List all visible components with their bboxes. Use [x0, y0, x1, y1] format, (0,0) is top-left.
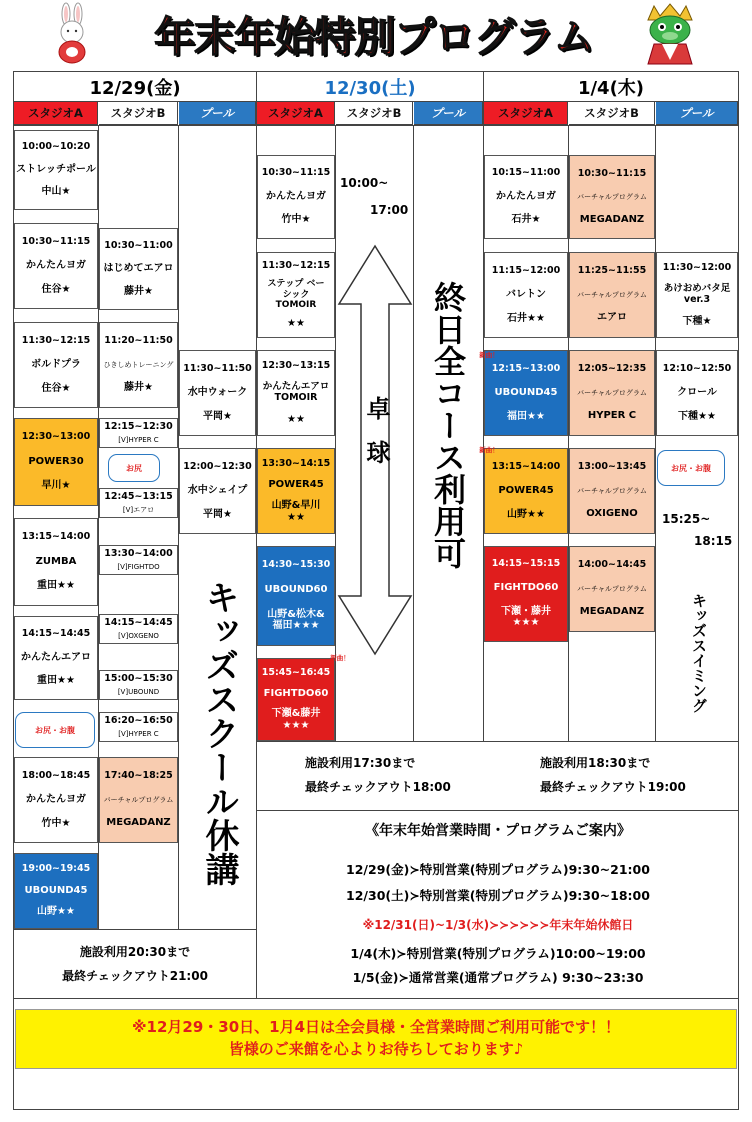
program-cell[interactable] — [99, 670, 178, 700]
program-time: 13:30~14:15 — [261, 457, 331, 469]
program-time: 17:40~18:25 — [104, 770, 173, 782]
program-instructor: 藤井★ — [124, 285, 153, 297]
hours-info-line: 12/30(土)≻特別営業(特別プログラム)9:30~18:00 — [346, 888, 650, 903]
announcement-line: ※12月29・30日、1月4日は全会員様・全営業時間ご利用可能です！！ — [131, 1018, 621, 1037]
facility-note: 施設利用20:30まで 最終チェックアウト21:00 — [62, 945, 208, 983]
program-time: 11:20~11:50 — [104, 335, 173, 347]
program-time: 12:30~13:15 — [261, 359, 331, 371]
facility-note: 施設利用17:30まで 最終チェックアウト18:00 — [305, 756, 451, 794]
program-name: [V]エアロ — [122, 505, 155, 514]
program-name: はじめてエアロ — [103, 262, 174, 274]
program-cell[interactable] — [257, 350, 335, 436]
day-header-1229: 12/29(金) — [89, 78, 181, 99]
pool-label: プール — [179, 102, 256, 125]
program-time: 13:15~14:00 — [21, 531, 91, 543]
divider — [413, 125, 414, 741]
divider — [13, 998, 739, 999]
program-instructor: 山野★★ — [507, 508, 545, 520]
program-cell[interactable] — [14, 853, 98, 929]
program-time: 15:00~15:30 — [104, 673, 173, 684]
program-name: [V]HYPER C — [118, 435, 159, 444]
all-lanes-available: 終日全コース利用可 — [429, 281, 467, 569]
program-name: あけおめバタ足 ver.3 — [663, 282, 731, 305]
program-name: UBOUND45 — [24, 884, 88, 896]
announcement-banner — [15, 1009, 737, 1069]
studio-b-label: スタジオB — [336, 102, 413, 125]
kids-swimming-label: キッズスイミング — [690, 593, 708, 713]
divider — [257, 741, 739, 742]
program-cell[interactable] — [569, 546, 655, 632]
program-name: UBOUND60 — [264, 584, 328, 596]
program-cell[interactable] — [257, 658, 335, 741]
program-cell[interactable] — [656, 350, 738, 436]
program-cell[interactable] — [14, 223, 98, 309]
program-instructor: 藤井★ — [124, 382, 153, 394]
program-time: 11:30~11:50 — [183, 362, 252, 374]
dragon-illustration — [640, 2, 700, 66]
program-name: [V]FIGHTDO — [117, 562, 160, 571]
program-cell[interactable] — [14, 418, 98, 506]
program-name: かんたんヨガ — [266, 190, 326, 202]
program-cell[interactable] — [99, 322, 178, 408]
program-cell[interactable] — [14, 518, 98, 606]
divider — [13, 929, 257, 930]
program-time: 11:30~12:15 — [261, 259, 331, 271]
announcement-line: 皆様のご来館を心よりお待ちしております♪ — [228, 1040, 524, 1058]
target-area-bubble: お尻・お腹 — [15, 712, 95, 748]
studio-a-label: スタジオA — [484, 102, 568, 125]
table-tennis-time-end: 17:00 — [370, 203, 409, 217]
new-song-badge: 新曲！ — [471, 345, 507, 363]
program-time: 10:30~11:15 — [261, 167, 331, 179]
program-name: FIGHTDO60 — [263, 687, 329, 699]
program-time: 12:30~13:00 — [21, 431, 91, 443]
program-instructor: 住谷★ — [41, 382, 71, 394]
program-time: 11:30~12:15 — [21, 334, 91, 346]
program-name: ストレッチポール — [16, 163, 96, 175]
divider — [13, 125, 739, 126]
program-cell[interactable] — [14, 130, 98, 210]
program-time: 14:15~14:45 — [104, 617, 173, 628]
rabbit-daruma-illustration — [48, 2, 98, 64]
program-time: 14:15~15:15 — [491, 558, 561, 570]
kids-swimming-time-start: 15:25~ — [662, 512, 711, 526]
program-cell[interactable] — [569, 350, 655, 436]
program-name: ひきしめトレーニング — [103, 360, 174, 369]
program-name: かんたんヨガ — [496, 190, 556, 202]
program-instructor: 平岡★ — [203, 410, 232, 422]
program-name: 水中シェイプ — [187, 484, 248, 496]
program-name: [V]HYPER C — [118, 729, 159, 738]
target-area-bubble: お尻 — [108, 454, 160, 482]
program-instructor: 下瀬・藤井 ★★★ — [501, 605, 551, 629]
program-cell[interactable] — [569, 155, 655, 239]
program-name: バーチャルプログラム — [103, 795, 174, 804]
program-instructor: 山野★★ — [37, 906, 75, 918]
program-name: [V]OXGENO — [118, 631, 159, 640]
program-time: 10:30~11:15 — [21, 235, 91, 247]
program-time: 13:15~14:00 — [491, 460, 561, 472]
studio-b-label: スタジオB — [99, 102, 178, 125]
program-instructor: 早川★ — [41, 480, 71, 492]
program-name: かんたんエアロ TOMOIR — [262, 380, 330, 403]
program-time: 19:00~19:45 — [21, 863, 91, 875]
kids-swimming-time-end: 18:15 — [694, 534, 733, 548]
program-cell[interactable] — [99, 614, 178, 644]
program-name: 水中ウォーク — [187, 386, 248, 398]
facility-note: 施設利用18:30まで 最終チェックアウト19:00 — [540, 756, 686, 794]
program-instructor: 福田★★ — [507, 410, 545, 422]
hours-info-closed: ※12/31(日)~1/3(水)≻≻≻≻≻≻年末年始休館日 — [362, 918, 634, 932]
target-area-bubble: お尻・お腹 — [657, 450, 725, 486]
program-instructor: 重田★★ — [37, 675, 75, 687]
program-name: ボルドプラ — [31, 358, 81, 370]
program-time: 12:15~12:30 — [104, 421, 173, 432]
divider — [257, 810, 739, 811]
program-instructor: 竹中★ — [41, 817, 71, 829]
program-instructor: 下種★★ — [678, 410, 716, 422]
program-instructor: ★★ — [287, 413, 305, 425]
program-time: 10:30~11:15 — [577, 167, 647, 179]
program-name: バーチャルプログラム — [577, 388, 647, 397]
program-cell[interactable] — [257, 155, 335, 239]
program-cell[interactable] — [257, 546, 335, 646]
program-name: POWER45 — [268, 479, 324, 491]
program-instructor: 山野&松木& 福田★★★ — [267, 608, 325, 632]
program-cell[interactable] — [99, 488, 178, 518]
program-time: 18:00~18:45 — [21, 769, 91, 781]
program-name: バーチャルプログラム — [577, 584, 647, 593]
program-name: かんたんエアロ — [21, 651, 91, 663]
page-title: 年末年始特別プログラム — [154, 12, 594, 61]
program-cell[interactable] — [14, 757, 98, 843]
program-cell[interactable] — [14, 616, 98, 700]
program-cell[interactable] — [179, 350, 256, 436]
program-time: 11:25~11:55 — [577, 265, 647, 277]
program-cell[interactable] — [484, 546, 568, 642]
program-time: 12:15~13:00 — [491, 362, 561, 374]
program-time: 16:20~16:50 — [104, 715, 173, 726]
program-cell[interactable] — [569, 252, 655, 338]
day-header-0104: 1/4(木) — [577, 78, 645, 99]
program-name: ZUMBA — [35, 555, 77, 567]
program-name: バーチャルプログラム — [577, 192, 647, 201]
program-instructor: 竹中★ — [281, 214, 311, 226]
program-time: 10:15~11:00 — [491, 167, 561, 179]
program-instructor: 住谷★ — [41, 283, 71, 295]
program-cell[interactable] — [484, 448, 568, 534]
program-instructor: 石井★ — [511, 214, 541, 226]
hours-info-line: 12/29(金)≻特別営業(特別プログラム)9:30~21:00 — [346, 862, 650, 877]
program-time: 12:45~13:15 — [104, 491, 173, 502]
program-name: ステップ ベーシック TOMOIR — [267, 279, 325, 310]
program-instructor: 下種★ — [682, 315, 712, 327]
program-time: 15:45~16:45 — [261, 666, 331, 678]
hours-info-line: 1/5(金)≻通常営業(通常プログラム) 9:30~23:30 — [352, 970, 644, 985]
program-name: POWER45 — [498, 484, 554, 496]
program-time: 14:30~15:30 — [261, 559, 331, 571]
program-name: POWER30 — [28, 455, 84, 467]
program-instructor: 重田★★ — [37, 580, 75, 592]
pool-label: プール — [414, 102, 483, 125]
program-time: 12:10~12:50 — [662, 362, 732, 374]
program-name: かんたんヨガ — [26, 259, 86, 271]
program-cell[interactable] — [99, 545, 178, 575]
studio-b-label: スタジオB — [569, 102, 655, 125]
program-cell[interactable] — [99, 228, 178, 310]
hours-info-line: 1/4(木)≻特別営業(特別プログラム)10:00~19:00 — [350, 946, 646, 961]
program-time: 14:15~14:45 — [21, 628, 91, 640]
program-name: クロール — [677, 386, 717, 398]
program-cell[interactable] — [179, 448, 256, 534]
program-instructor: MEGADANZ — [579, 606, 645, 618]
program-cell[interactable] — [99, 757, 178, 843]
program-cell[interactable] — [99, 418, 178, 448]
program-cell[interactable] — [656, 252, 738, 338]
program-time: 13:00~13:45 — [577, 461, 647, 473]
kids-school-closed: キッズスクール休講 — [199, 580, 239, 886]
program-instructor: 下瀬&藤井 ★★★ — [271, 708, 321, 731]
program-instructor: HYPER C — [587, 410, 637, 422]
program-instructor: ★★ — [287, 317, 305, 329]
program-time: 12:00~12:30 — [183, 460, 252, 472]
program-instructor: MEGADANZ — [579, 213, 645, 225]
program-name: バーチャルプログラム — [577, 486, 647, 495]
program-time: 14:00~14:45 — [577, 559, 647, 571]
program-name: かんたんヨガ — [26, 793, 86, 805]
table-tennis-time-start: 10:00~ — [340, 176, 389, 190]
program-time: 11:15~12:00 — [491, 264, 561, 276]
program-instructor: 中山★ — [41, 186, 71, 198]
program-instructor: 石井★★ — [507, 312, 545, 324]
program-time: 12:05~12:35 — [577, 363, 647, 375]
program-name: バレトン — [506, 288, 546, 300]
program-instructor: 山野&早川 ★★ — [271, 500, 321, 523]
program-name: UBOUND45 — [494, 386, 558, 398]
program-time: 10:00~10:20 — [21, 141, 91, 153]
new-song-badge: 新曲！ — [471, 440, 507, 458]
studio-a-label: スタジオA — [14, 102, 98, 125]
pool-label: プール — [656, 102, 738, 125]
program-cell[interactable] — [257, 252, 335, 338]
new-song-badge: 新曲！ — [322, 648, 358, 666]
program-time: 11:30~12:00 — [662, 261, 732, 273]
program-time: 10:30~11:00 — [104, 239, 173, 251]
program-cell[interactable] — [484, 155, 568, 239]
program-cell[interactable] — [99, 712, 178, 742]
program-name: FIGHTDO60 — [493, 582, 559, 594]
day-header-1230: 12/30(土) — [324, 78, 416, 99]
program-cell[interactable] — [484, 252, 568, 338]
program-instructor: MEGADANZ — [106, 817, 171, 829]
hours-info-title: 《年末年始営業時間・プログラムご案内》 — [365, 823, 631, 839]
program-name: [V]UBOUND — [117, 687, 160, 696]
program-cell[interactable] — [569, 448, 655, 534]
program-instructor: 平岡★ — [203, 508, 232, 520]
table-tennis-label: 卓球 — [362, 396, 390, 484]
program-time: 13:30~14:00 — [104, 548, 173, 559]
studio-a-label: スタジオA — [257, 102, 335, 125]
program-cell[interactable] — [14, 322, 98, 408]
program-instructor: エアロ — [597, 312, 627, 324]
program-cell[interactable] — [257, 448, 335, 534]
program-name: バーチャルプログラム — [577, 290, 647, 299]
program-instructor: OXIGENO — [586, 508, 638, 520]
